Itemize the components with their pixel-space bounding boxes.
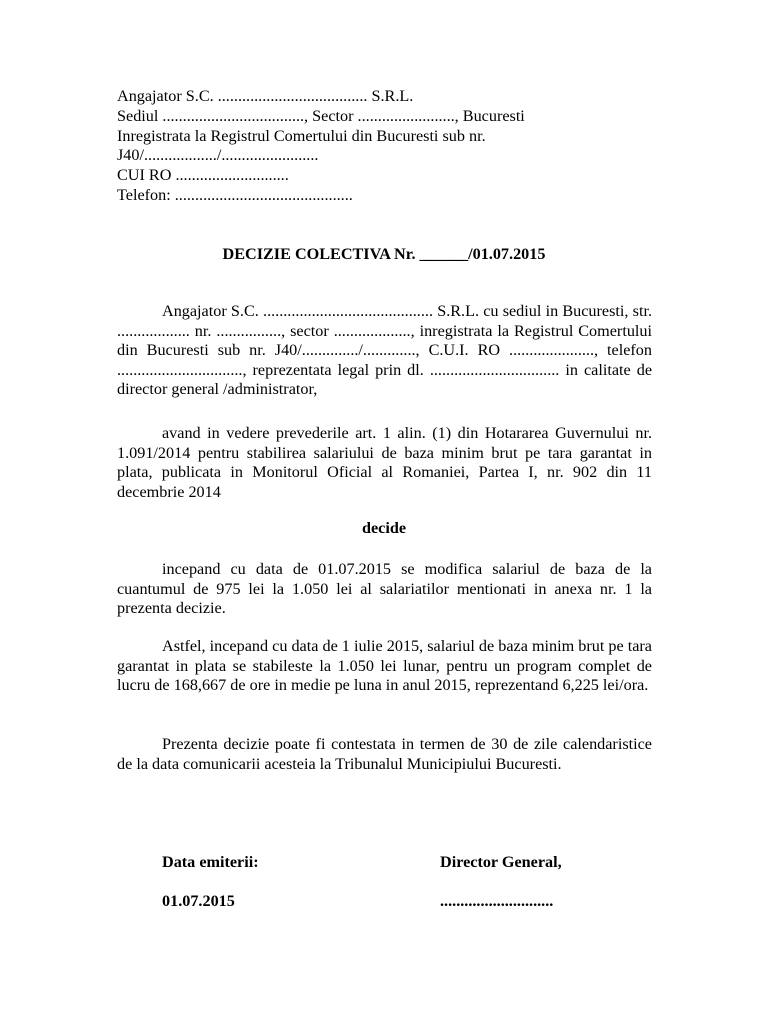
issue-date-value: 01.07.2015 <box>162 892 235 910</box>
header-address-line: Sediul ..................................., Sector ........................, Bucuresti <box>117 106 525 125</box>
salary-change-paragraph: incepand cu data de 01.07.2015 se modifica salariul de baza de la cuantumul de 975 lei la 1.050 lei al salariatilor mentionati in anexa nr. 1 la prezenta decizie. <box>117 560 652 618</box>
director-signature-line: ............................ <box>440 892 554 910</box>
appeal-paragraph: Prezenta decizie poate fi contestata in termen de 30 de zile calendaristice de la data comunicarii acesteia la Tribunalul Municipiului Bucuresti. <box>117 735 652 773</box>
header-company-line: Angajator S.C. ..................................... S.R.L. <box>117 87 414 105</box>
header-registry-line: Inregistrata la Registrul Comertului din Bucuresti sub nr. <box>117 126 486 145</box>
director-label: Director General, <box>440 853 562 871</box>
document-title: DECIZIE COLECTIVA Nr. ______/01.07.2015 <box>222 245 546 263</box>
header-phone-line: Telefon: ............................................ <box>117 185 353 204</box>
header-cui-line: CUI RO ............................ <box>117 166 289 185</box>
considering-paragraph: avand in vedere prevederile art. 1 alin. (1) din Hotararea Guvernului nr. 1.091/2014 pentru stabilirea salariului de baza minim brut pe tara garantat in plata, publicata in Monitorul Oficial al Romaniei, Partea I, nr. 902 din 11 decembrie 2014 <box>117 424 652 501</box>
employer-header <box>117 87 657 206</box>
employer-paragraph: Angajator S.C. .......................................... S.R.L. cu sediul in Bucuresti, str. .................. nr. ................, sector ..................., inregistrata la Registrul Comertului din Bucuresti sub nr. J40/............../............., C.U.I. RO ....................., telefon ..............................., reprezentata legal prin dl. ................................ in calitate de director general /administrator, <box>117 302 652 399</box>
header-registry-number-line: J40/................../........................ <box>117 146 319 165</box>
decide-heading: decide <box>361 519 407 537</box>
issue-date-label: Data emiterii: <box>162 853 259 871</box>
minimum-salary-paragraph: Astfel, incepand cu data de 1 iulie 2015, salariul de baza minim brut pe tara garantat in plata se stabileste la 1.050 lei lunar, pentru un program complet de lucru de 168,667 de ore in medie pe luna in anul 2015, reprezentand 6,225 lei/ora. <box>117 637 652 695</box>
